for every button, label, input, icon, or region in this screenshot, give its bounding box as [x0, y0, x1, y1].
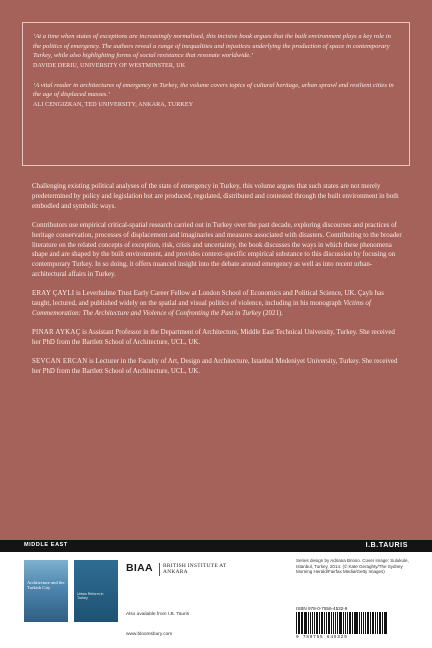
- barcode-bar: [310, 612, 312, 634]
- barcode-bar: [296, 612, 297, 634]
- barcode-digits: 9 780755 645329: [296, 635, 348, 640]
- barcode-bar: [301, 612, 302, 634]
- category-bar: [0, 540, 432, 552]
- barcode-bar: [365, 612, 366, 634]
- barcode-bar: [379, 612, 381, 634]
- barcode-bar: [321, 612, 324, 634]
- barcode-bar: [324, 612, 325, 634]
- barcode-bar: [354, 612, 355, 634]
- description-paragraph-1: Challenging existing political analyses of the state of emergency in Turkey, this volume argues that such states are not merely predetermined by policy and legislation but are produced, regulated, distributed and contested through the built environment in both embodied and symbolic ways.: [32, 182, 399, 210]
- barcode-bar: [326, 612, 327, 634]
- description-paragraph-2: Contributors use empirical critical-spatial research carried out in Turkey over the past decade, exploring discourses and practices of heritage conservation, processes of displacement and imaginaries and measures associated with disasters. Contributing to the broader literature on the related concepts of exception, risk, crisis and uncertainty, the book discusses the ways in which these phenomena shape and are shaped by the built environment, and provides context-specific empirical substance to this discussion by focusing on contemporary Turkey. In so doing, it offers nuanced insight into the debate around emergency as well as into recent urban-architectural affairs in Turkey.: [32, 220, 402, 279]
- barcode-bar: [335, 612, 336, 634]
- biaa-abbrev: BIAA: [126, 562, 153, 574]
- author-bio-text-2: is Assistant Professor in the Department of Architecture, Middle East Technical University, Turkey. She received her PhD from the Bartlett School of Architecture, UCL, UK.: [32, 328, 395, 346]
- barcode-bar: [375, 612, 376, 634]
- barcode-bar: [384, 612, 385, 634]
- barcode-bar: [304, 612, 307, 634]
- author-bio-2: [32, 328, 404, 348]
- barcode-bar: [385, 612, 387, 634]
- related-book-title-1: Architecture and the Turkish City: [27, 580, 65, 591]
- barcode-bar: [339, 612, 342, 634]
- barcode-bar: [345, 612, 346, 634]
- barcode-bar: [316, 612, 318, 634]
- category-label: MIDDLE EAST: [24, 542, 68, 548]
- barcode-bar: [347, 612, 348, 634]
- related-book-title-2: Urban Reform in Turkey: [77, 592, 104, 601]
- barcode-bar: [308, 612, 309, 634]
- barcode-bar: [355, 612, 358, 634]
- barcode-bar: [343, 612, 345, 634]
- biaa-divider: [159, 563, 160, 576]
- barcode-bar: [328, 612, 330, 634]
- endorsement-attribution-1: DAVIDE DERIU, UNIVERSITY OF WESTMINSTER, UK: [33, 62, 186, 69]
- author-bio-1: [32, 289, 404, 319]
- barcode-bar: [367, 612, 369, 634]
- publisher-logo: I.B.TAURIS: [365, 541, 408, 549]
- author-bio-text-1: is Leverhulme Trust Early Career Fellow at London School of Economics and Political Science, UK. Çaylı has taught, lectured, and published widely on the spatial and visual politics of violence, including in his monograph: [32, 289, 384, 308]
- related-book-cover-1: [24, 560, 68, 622]
- author-bio-text-3: is Lecturer in the Faculty of Art, Design and Architecture, Istanbul Medeniyet University, Turkey. She received her PhD from the Bartlett School of Architecture, UCL, UK.: [32, 357, 398, 375]
- publisher-website: www.bloomsbury.com: [126, 632, 173, 637]
- author-bio-text-1-end: (2021).: [261, 308, 284, 317]
- barcode-bar: [314, 612, 315, 634]
- barcode-bar: [333, 612, 335, 634]
- barcode-bar: [298, 612, 300, 634]
- author-name-1: ERAY ÇAYLI: [32, 289, 75, 298]
- monograph-title: Victims of Commemoration: The Architecture and Violence of Confronting the Past in Turkey: [32, 299, 371, 317]
- barcode-bar: [361, 612, 363, 634]
- barcode-bar: [359, 612, 360, 634]
- author-name-2: PINAR AYKAÇ: [32, 328, 81, 337]
- barcode-bar: [372, 612, 375, 634]
- barcode-bar: [363, 612, 364, 634]
- barcode-bar: [370, 612, 371, 634]
- barcode-bar: [382, 612, 383, 634]
- endorsement-quote-2: ‘A vital reader in architectures of emergency in Turkey, the volume covers topics of cultural heritage, urban sprawl and resilient cities in the age of displaced masses.’: [33, 81, 394, 99]
- author-name-3: SEVCAN ERCAN: [32, 357, 88, 365]
- barcode-bar: [312, 612, 313, 634]
- barcode-bar: [377, 612, 378, 634]
- isbn-number: ISBN 978-0-7556-4532-9: [296, 606, 348, 611]
- barcode-bar: [337, 612, 338, 634]
- barcode-bar: [331, 612, 332, 634]
- blurb: [32, 182, 404, 386]
- barcode-bar: [319, 612, 320, 634]
- endorsement-box: [22, 22, 410, 166]
- barcode-bar: [352, 612, 353, 634]
- barcode-bar: [302, 612, 303, 634]
- also-available-note: Also available from I.B. Tauris: [126, 612, 190, 617]
- footer-panel: [0, 540, 432, 648]
- related-book-cover-2: [74, 560, 118, 622]
- endorsement-attribution-2: ALI CENGIZKAN, TED UNIVERSITY, ANKARA, TURKEY: [33, 101, 194, 108]
- author-bio-3: [32, 357, 404, 377]
- barcode-bar: [349, 612, 351, 634]
- cover-credits: Series design by Adriana Brioso. Cover image: Sulukule, Istanbul, Turkey, 2014. (© Kate Geraghty/The Sydney Morning Herald/Fairfax Media/Getty Images): [296, 558, 409, 575]
- endorsement-quote-1: ‘At a time when states of exceptions are increasingly normalised, this incisive book argues that the built environment plays a key role in the politics of emergency. The authors reveal a range of inequalities and injustices underlying the production of space in contemporary Turkey, while also highlighting forms of social resistance that resonate worldwide.’: [33, 33, 391, 60]
- barcode: [296, 612, 388, 634]
- biaa-full-name: BRITISH INSTITUTE AT ANKARA: [163, 563, 227, 576]
